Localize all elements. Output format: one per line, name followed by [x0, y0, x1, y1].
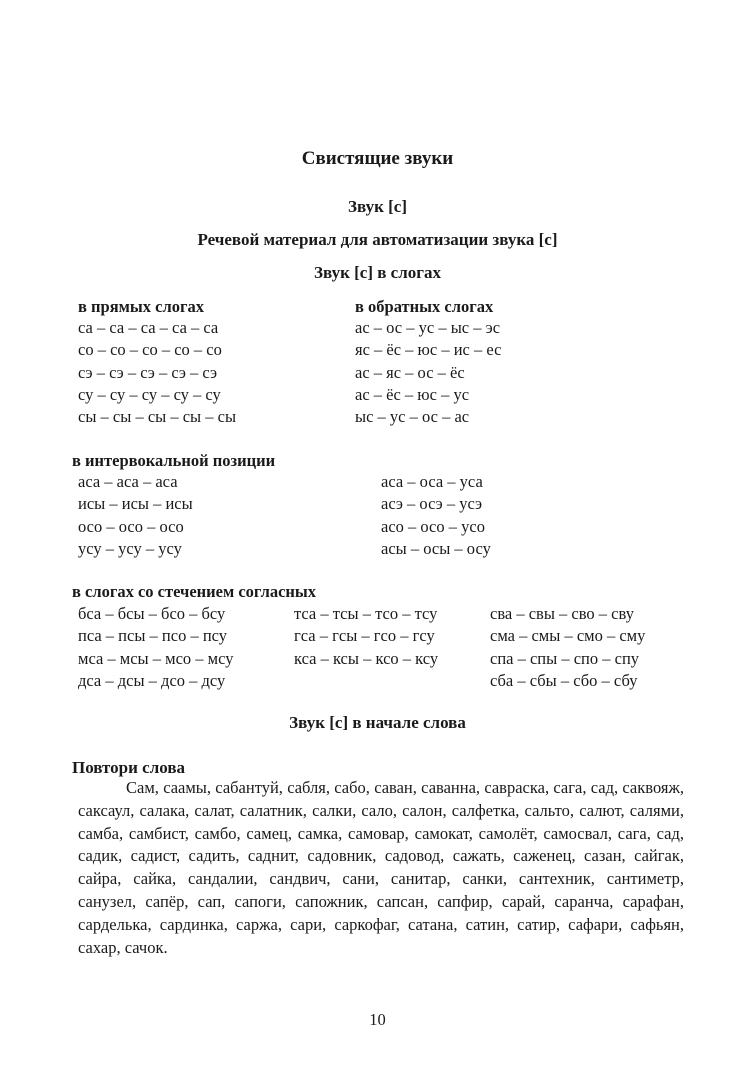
clusters-title: в слогах со стечением согласных: [72, 582, 317, 601]
syllable-line: сма – смы – смо – сму: [490, 626, 646, 646]
syllable-line: са – са – са – са – са: [78, 318, 219, 337]
direct-syllables-list: [78, 317, 236, 428]
syllable-line: сба – сбы – сбо – сбу: [490, 670, 638, 690]
syllable-line: су – су – су – су – су: [78, 384, 221, 404]
repeat-words-text: Сам, саамы, сабантуй, сабля, сабо, саван, саванна, савраска, сага, сад, саквояж, саксаул, салака, салат, салатник, салки, сало, салон, салфетка, сальто, салют, салями, самба, самбист, самбо, самец, самка, самовар, самокат, самолёт, самосвал, сага, сад, садик, садист, садить, саднит, садовник, садовод, сажать, саженец, сазан, сайгак, сайра, сайка, сандалии, сандвич, сани, санитар, санки, сантехник, сантиметр, санузел, сапёр, сап, сапоги, сапожник, сапсан, сапфир, сарай, саранча, сарафан, сарделька, сардинка, саржа, сари, саркофаг, сатана, сатин, сатир, сафари, сафьян, сахар, сачок.: [78, 778, 684, 957]
syllable-line: асо – осо – усо: [381, 516, 485, 536]
repeat-words-paragraph: [78, 777, 684, 959]
syllable-line: асы – осы – осу: [381, 538, 491, 558]
clusters-col1: [78, 603, 233, 692]
page-number: 10: [369, 1010, 386, 1029]
syllable-line: усу – усу – усу: [78, 538, 182, 558]
syllable-line: тса – тсы – тсо – тсу: [294, 604, 438, 623]
syllable-line: кса – ксы – ксо – ксу: [294, 648, 439, 668]
syllable-line: ыс – ус – ос – ас: [355, 407, 470, 427]
clusters-col2: [294, 603, 438, 670]
syllable-line: сы – сы – сы – сы – сы: [78, 407, 237, 427]
clusters-col3: [490, 603, 645, 692]
syllables-heading: Звук [с] в слогах: [314, 263, 441, 282]
syllable-line: мса – мсы – мсо – мсу: [78, 648, 234, 668]
reverse-syllables-title: в обратных слогах: [355, 297, 494, 316]
syllable-line: сэ – сэ – сэ – сэ – сэ: [78, 362, 218, 382]
syllable-line: исы – исы – исы: [78, 494, 193, 514]
syllable-line: сва – свы – сво – сву: [490, 604, 634, 623]
intervocalic-title: в интервокальной позиции: [72, 451, 276, 470]
sound-heading: Звук [с]: [348, 197, 407, 216]
intervocalic-right-list: [381, 471, 491, 560]
syllable-line: со – со – со – со – со: [78, 340, 222, 360]
syllable-line: аса – оса – уса: [381, 472, 483, 491]
word-start-heading: Звук [с] в начале слова: [289, 713, 466, 732]
syllable-line: гса – гсы – гсо – гсу: [294, 626, 435, 646]
syllable-line: спа – спы – спо – спу: [490, 648, 640, 668]
repeat-words-title: Повтори слова: [72, 758, 186, 777]
syllable-line: аса – аса – аса: [78, 472, 178, 491]
reverse-syllables-list: [355, 317, 501, 428]
syllable-line: асэ – осэ – усэ: [381, 494, 483, 514]
syllable-line: яс – ёс – юс – ис – ес: [355, 340, 502, 360]
syllable-line: дса – дсы – дсо – дсу: [78, 670, 226, 690]
syllable-line: ас – ос – ус – ыс – эс: [355, 318, 501, 337]
syllable-line: бса – бсы – бсо – бсу: [78, 604, 226, 623]
section-heading: Свистящие звуки: [301, 148, 454, 169]
syllable-line: осо – осо – осо: [78, 516, 184, 536]
syllable-line: ас – ёс – юс – ус: [355, 384, 470, 404]
syllable-line: пса – псы – псо – псу: [78, 626, 228, 646]
intervocalic-left-list: [78, 471, 193, 560]
syllable-line: ас – яс – ос – ёс: [355, 362, 465, 382]
material-heading: Речевой материал для автоматизации звука [с]: [197, 230, 558, 249]
direct-syllables-title: в прямых слогах: [78, 297, 204, 316]
